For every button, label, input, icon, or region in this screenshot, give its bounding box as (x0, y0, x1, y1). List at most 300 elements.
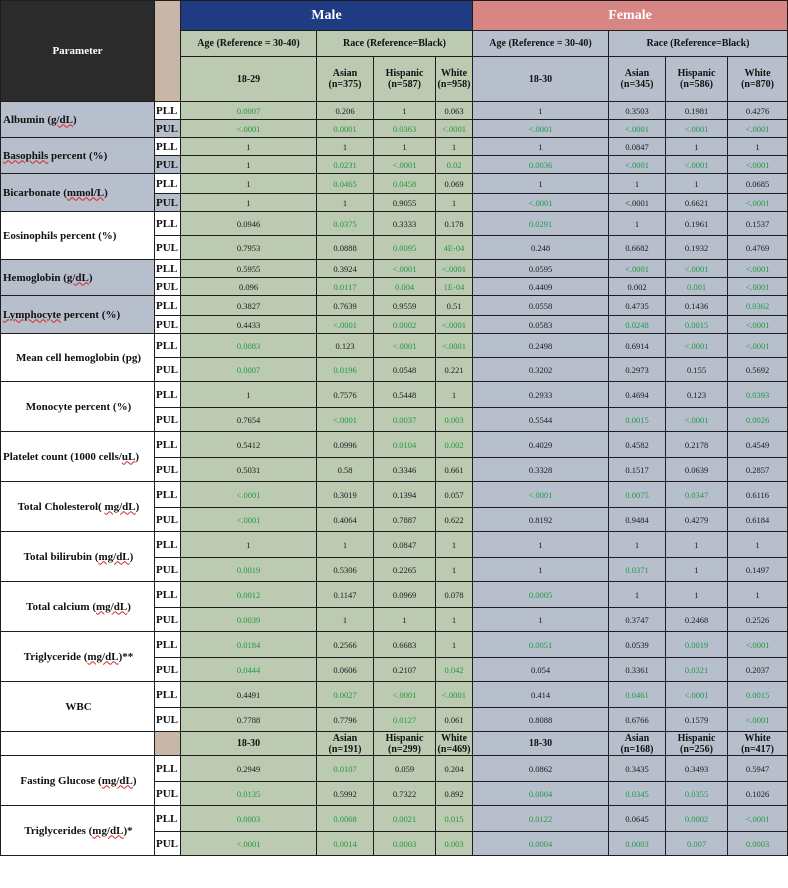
limit-tag: PLL (155, 806, 181, 832)
limit-tag: PUL (155, 236, 181, 260)
p-value-cell: 0.4582 (609, 432, 666, 458)
p-value-cell: 0.0117 (317, 278, 374, 296)
p-value-cell: 0.7654 (181, 408, 317, 432)
table-row (1, 138, 788, 156)
male-age-group: 18-29 (181, 57, 317, 102)
p-value-cell: 0.057 (436, 482, 473, 508)
p-value-cell: 0.0015 (728, 682, 788, 708)
p-value-cell: 0.2468 (666, 608, 728, 632)
subheader-row (1, 732, 788, 756)
p-value-cell: 0.5955 (181, 260, 317, 278)
p-value-cell: 0.002 (436, 432, 473, 458)
p-value-cell: 0.1537 (728, 212, 788, 236)
limit-tag: PUL (155, 316, 181, 334)
parameter-label: Monocyte percent (%) (1, 382, 155, 432)
p-value-cell: <.0001 (728, 316, 788, 334)
limit-tag: PLL (155, 756, 181, 782)
p-value-cell: 0.0122 (473, 806, 609, 832)
p-value-cell: <.0001 (666, 156, 728, 174)
p-value-cell: 1 (436, 194, 473, 212)
p-value-cell: 0.0003 (181, 806, 317, 832)
p-value-cell: 1 (609, 532, 666, 558)
p-value-cell: 1 (374, 608, 436, 632)
p-value-cell: 0.0051 (473, 632, 609, 658)
p-value-cell: 0.0606 (317, 658, 374, 682)
p-value-cell: <.0001 (609, 120, 666, 138)
female-header: Female (473, 1, 788, 31)
limit-tag: PUL (155, 558, 181, 582)
p-value-cell: 0.002 (609, 278, 666, 296)
limit-tag: PLL (155, 296, 181, 316)
p-value-cell: 0.0196 (317, 358, 374, 382)
p-value-cell: <.0001 (728, 806, 788, 832)
p-value-cell: 1 (181, 156, 317, 174)
p-value-cell: <.0001 (181, 508, 317, 532)
p-value-cell: 0.0003 (728, 832, 788, 856)
p-value-cell: 0.001 (666, 278, 728, 296)
p-value-cell: <.0001 (666, 408, 728, 432)
p-value-cell: <.0001 (436, 334, 473, 358)
p-value-cell: 1 (666, 558, 728, 582)
p-value-cell: 1 (436, 558, 473, 582)
p-value-cell: 1 (436, 632, 473, 658)
p-value-cell: 0.0231 (317, 156, 374, 174)
p-value-cell: 0.0996 (317, 432, 374, 458)
p-value-cell: <.0001 (317, 316, 374, 334)
p-value-cell: 0.059 (374, 756, 436, 782)
p-value-cell: 0.0639 (666, 458, 728, 482)
p-value-cell: 1 (436, 608, 473, 632)
p-value-cell: 0.7322 (374, 782, 436, 806)
p-value-cell: <.0001 (609, 156, 666, 174)
male-race-reference: Race (Reference=Black) (317, 31, 473, 57)
p-value-cell: 0.7788 (181, 708, 317, 732)
p-value-cell: 0.4064 (317, 508, 374, 532)
p-value-cell: 0.6621 (666, 194, 728, 212)
p-value-cell: 1 (317, 194, 374, 212)
p-value-cell: 0.0135 (181, 782, 317, 806)
table-row (1, 482, 788, 508)
p-value-cell: <.0001 (728, 194, 788, 212)
p-value-cell: 0.1497 (728, 558, 788, 582)
limit-tag: PLL (155, 532, 181, 558)
limit-tag: PUL (155, 782, 181, 806)
p-value-cell: 0.4279 (666, 508, 728, 532)
p-value-cell: 0.0355 (666, 782, 728, 806)
limit-tag: PUL (155, 408, 181, 432)
p-value-cell: 0.6116 (728, 482, 788, 508)
parameter-label: Basophils percent (%) (1, 138, 155, 174)
p-value-cell: 0.0458 (374, 174, 436, 194)
p-value-cell: <.0001 (728, 156, 788, 174)
limit-tag: PLL (155, 212, 181, 236)
p-value-cell: 0.2037 (728, 658, 788, 682)
table-row (1, 432, 788, 458)
p-value-cell: <.0001 (728, 708, 788, 732)
parameter-label: WBC (1, 682, 155, 732)
p-value-cell: 0.0345 (609, 782, 666, 806)
p-value-cell: 0.0321 (666, 658, 728, 682)
p-value-cell: 0.6914 (609, 334, 666, 358)
p-value-cell: 0.0068 (317, 806, 374, 832)
p-value-cell: 0.078 (436, 582, 473, 608)
p-value-cell: 0.123 (666, 382, 728, 408)
p-value-cell: 0.5448 (374, 382, 436, 408)
parameter-label: Lymphocyte percent (%) (1, 296, 155, 334)
p-value-cell: 0.0465 (317, 174, 374, 194)
p-value-cell: 0.0363 (374, 120, 436, 138)
p-value-cell: 0.0847 (374, 532, 436, 558)
female-age-reference: Age (Reference = 30-40) (473, 31, 609, 57)
p-value-cell: 0.1436 (666, 296, 728, 316)
male-white-header: White (n=958) (436, 57, 473, 102)
p-value-cell: 0.069 (436, 174, 473, 194)
p-value-cell: 0.1961 (666, 212, 728, 236)
p-value-cell: 0.9484 (609, 508, 666, 532)
p-value-cell: 0.0003 (609, 832, 666, 856)
p-value-cell: 0.0015 (666, 316, 728, 334)
p-value-cell: 1 (666, 174, 728, 194)
p-value-cell: 0.0014 (317, 832, 374, 856)
p-value-cell: 0.5544 (473, 408, 609, 432)
tag-header (155, 1, 181, 102)
p-value-cell: 0.8088 (473, 708, 609, 732)
limit-tag: PLL (155, 174, 181, 194)
p-value-cell: 1 (181, 138, 317, 156)
p-value-cell: <.0001 (374, 260, 436, 278)
p-value-cell: 0.7953 (181, 236, 317, 260)
p-value-cell: 1 (666, 138, 728, 156)
p-value-cell: 0.6184 (728, 508, 788, 532)
p-value-cell: 0.2526 (728, 608, 788, 632)
table-row (1, 682, 788, 708)
p-value-cell: 1 (728, 532, 788, 558)
p-value-cell: 1 (181, 532, 317, 558)
p-value-cell: 0.063 (436, 102, 473, 120)
subheader-cell: Hispanic (n=256) (666, 732, 728, 756)
p-value-cell: 0.7796 (317, 708, 374, 732)
limit-tag: PUL (155, 194, 181, 212)
p-value-cell: 1 (666, 582, 728, 608)
p-value-cell: 0.0039 (181, 608, 317, 632)
p-value-cell: 0.8192 (473, 508, 609, 532)
table-row (1, 174, 788, 194)
limit-tag: PUL (155, 156, 181, 174)
p-value-cell: <.0001 (473, 194, 609, 212)
p-value-cell: 1 (473, 174, 609, 194)
p-value-cell: <.0001 (609, 194, 666, 212)
subheader-cell: Hispanic (n=299) (374, 732, 436, 756)
limit-tag: PLL (155, 482, 181, 508)
p-value-cell: 1 (181, 194, 317, 212)
parameter-label: Triglyceride (mg/dL)** (1, 632, 155, 682)
p-value-cell: 0.5992 (317, 782, 374, 806)
limit-tag: PUL (155, 278, 181, 296)
p-value-cell: 0.5031 (181, 458, 317, 482)
p-value-cell: 0.0946 (181, 212, 317, 236)
p-value-cell: 0.5692 (728, 358, 788, 382)
p-value-cell: 0.4029 (473, 432, 609, 458)
p-value-cell: 0.0291 (473, 212, 609, 236)
table-body (1, 102, 788, 856)
p-value-cell: 0.1147 (317, 582, 374, 608)
p-value-cell: 0.51 (436, 296, 473, 316)
p-value-cell: 0.0037 (374, 408, 436, 432)
p-value-cell: 1 (317, 138, 374, 156)
table-row (1, 582, 788, 608)
p-value-cell: 0.0347 (666, 482, 728, 508)
p-value-cell: 0.0248 (609, 316, 666, 334)
limit-tag: PLL (155, 582, 181, 608)
p-value-cell: 0.0027 (317, 682, 374, 708)
p-value-cell: 1 (473, 608, 609, 632)
p-value-cell: 0.622 (436, 508, 473, 532)
p-value-cell: 1 (374, 102, 436, 120)
p-value-cell: 1 (473, 558, 609, 582)
p-value-cell: 0.4491 (181, 682, 317, 708)
p-value-cell: 0.096 (181, 278, 317, 296)
p-value-cell: 1 (181, 174, 317, 194)
parameter-label: Bicarbonate (mmol/L) (1, 174, 155, 212)
p-value-cell: 0.0685 (728, 174, 788, 194)
p-value-cell: 0.0036 (473, 156, 609, 174)
p-value-cell: 1 (609, 212, 666, 236)
p-value-cell: 0.0375 (317, 212, 374, 236)
p-value-cell: 0.0002 (374, 316, 436, 334)
p-value-cell: 0.2933 (473, 382, 609, 408)
p-value-cell: 0.0001 (317, 120, 374, 138)
p-value-cell: 0.661 (436, 458, 473, 482)
p-value-cell: 0.178 (436, 212, 473, 236)
p-value-cell: 0.0019 (181, 558, 317, 582)
p-value-cell: 0.892 (436, 782, 473, 806)
p-value-cell: 0.007 (666, 832, 728, 856)
table-row (1, 756, 788, 782)
p-value-cell: 0.3361 (609, 658, 666, 682)
p-value-cell: <.0001 (181, 120, 317, 138)
p-value-cell: 1E-04 (436, 278, 473, 296)
p-value-cell: 0.1579 (666, 708, 728, 732)
male-asian-header: Asian (n=375) (317, 57, 374, 102)
p-value-cell: 1 (436, 532, 473, 558)
p-value-cell: 0.0012 (181, 582, 317, 608)
p-value-cell: 0.0007 (181, 102, 317, 120)
p-value-cell: 0.3924 (317, 260, 374, 278)
limit-tag: PLL (155, 138, 181, 156)
p-value-cell: 0.0107 (317, 756, 374, 782)
p-value-cell: 0.2566 (317, 632, 374, 658)
p-value-cell: 0.206 (317, 102, 374, 120)
p-value-cell: 0.0075 (609, 482, 666, 508)
limit-tag: PLL (155, 432, 181, 458)
p-value-cell: 0.0645 (609, 806, 666, 832)
limit-tag: PUL (155, 458, 181, 482)
p-value-cell: 0.3827 (181, 296, 317, 316)
limit-tag: PLL (155, 382, 181, 408)
p-value-cell: 0.0015 (609, 408, 666, 432)
p-value-cell: 0.0539 (609, 632, 666, 658)
p-value-cell: 0.4409 (473, 278, 609, 296)
p-value-cell: 0.248 (473, 236, 609, 260)
limit-tag: PUL (155, 832, 181, 856)
p-value-cell: 0.204 (436, 756, 473, 782)
p-value-cell: 0.061 (436, 708, 473, 732)
p-value-cell: <.0001 (181, 482, 317, 508)
p-value-cell: 0.015 (436, 806, 473, 832)
table-row (1, 212, 788, 236)
parameter-label: Fasting Glucose (mg/dL) (1, 756, 155, 806)
limit-tag: PLL (155, 334, 181, 358)
p-value-cell: <.0001 (374, 682, 436, 708)
p-value-cell: <.0001 (666, 260, 728, 278)
p-value-cell: 0.0021 (374, 806, 436, 832)
p-value-cell: 0.9055 (374, 194, 436, 212)
p-value-cell: 0.5412 (181, 432, 317, 458)
p-value-cell: 0.0104 (374, 432, 436, 458)
subheader-cell: Asian (n=191) (317, 732, 374, 756)
p-value-cell: 0.1026 (728, 782, 788, 806)
table-row (1, 260, 788, 278)
p-value-cell: <.0001 (666, 120, 728, 138)
p-value-cell: 1 (666, 532, 728, 558)
p-value-cell: 0.0083 (181, 334, 317, 358)
subheader-cell: 18-30 (473, 732, 609, 756)
male-age-reference: Age (Reference = 30-40) (181, 31, 317, 57)
p-value-cell: <.0001 (436, 120, 473, 138)
p-value-cell: 0.2107 (374, 658, 436, 682)
p-value-cell: <.0001 (374, 334, 436, 358)
p-value-cell: 1 (473, 102, 609, 120)
p-value-cell: 0.9559 (374, 296, 436, 316)
p-value-cell: 0.0444 (181, 658, 317, 682)
p-value-cell: <.0001 (728, 120, 788, 138)
subheader-cell: White (n=469) (436, 732, 473, 756)
p-value-cell: 0.6682 (609, 236, 666, 260)
p-value-cell: 0.4276 (728, 102, 788, 120)
parameter-label: Total calcium (mg/dL) (1, 582, 155, 632)
p-value-cell: <.0001 (728, 278, 788, 296)
p-value-cell: 1 (436, 138, 473, 156)
p-value-cell: 0.003 (436, 832, 473, 856)
p-value-cell: 0.1932 (666, 236, 728, 260)
p-value-cell: 0.3019 (317, 482, 374, 508)
p-value-cell: 0.7639 (317, 296, 374, 316)
male-hispanic-header: Hispanic (n=587) (374, 57, 436, 102)
table-row (1, 382, 788, 408)
p-value-cell: 0.3202 (473, 358, 609, 382)
p-value-cell: 1 (317, 532, 374, 558)
table-row (1, 632, 788, 658)
p-value-cell: 0.02 (436, 156, 473, 174)
p-value-cell: 0.2857 (728, 458, 788, 482)
subheader-cell: White (n=417) (728, 732, 788, 756)
parameter-label: Total Cholesterol( mg/dL) (1, 482, 155, 532)
p-value-cell: 4E-04 (436, 236, 473, 260)
p-value-cell: 0.1517 (609, 458, 666, 482)
p-value-cell: <.0001 (728, 334, 788, 358)
p-value-cell: 1 (317, 608, 374, 632)
p-value-cell: 0.1981 (666, 102, 728, 120)
p-value-cell: 0.3493 (666, 756, 728, 782)
p-value-cell: 0.0127 (374, 708, 436, 732)
p-value-cell: 0.0095 (374, 236, 436, 260)
p-value-cell: 0.0003 (374, 832, 436, 856)
limit-tag: PUL (155, 120, 181, 138)
p-value-cell: 0.155 (666, 358, 728, 382)
p-value-cell: 0.0362 (728, 296, 788, 316)
p-value-cell: 0.5306 (317, 558, 374, 582)
p-value-cell: 0.0004 (473, 832, 609, 856)
p-value-cell: <.0001 (374, 156, 436, 174)
p-value-cell: 0.054 (473, 658, 609, 682)
p-value-cell: 1 (473, 532, 609, 558)
p-value-cell: 0.0026 (728, 408, 788, 432)
p-value-cell: <.0001 (436, 316, 473, 334)
p-value-cell: 0.58 (317, 458, 374, 482)
p-value-cell: 0.123 (317, 334, 374, 358)
p-value-cell: <.0001 (436, 260, 473, 278)
subheader-cell: 18-30 (181, 732, 317, 756)
p-value-cell: 0.4694 (609, 382, 666, 408)
p-value-cell: 0.414 (473, 682, 609, 708)
p-value-cell: <.0001 (473, 120, 609, 138)
p-value-cell: 0.3328 (473, 458, 609, 482)
p-value-cell: 0.0969 (374, 582, 436, 608)
p-value-cell: <.0001 (181, 832, 317, 856)
p-value-cell: 0.7887 (374, 508, 436, 532)
p-value-cell: 0.0184 (181, 632, 317, 658)
p-value-cell: 0.1394 (374, 482, 436, 508)
p-value-cell: 0.3346 (374, 458, 436, 482)
p-value-cell: 0.003 (436, 408, 473, 432)
p-value-cell: 0.4433 (181, 316, 317, 334)
p-value-cell: 1 (181, 382, 317, 408)
p-value-cell: <.0001 (317, 408, 374, 432)
p-value-cell: <.0001 (436, 682, 473, 708)
limit-tag: PUL (155, 608, 181, 632)
p-value-cell: <.0001 (473, 482, 609, 508)
p-value-cell: 0.3435 (609, 756, 666, 782)
p-value-cell: 0.004 (374, 278, 436, 296)
table-row (1, 334, 788, 358)
p-value-cell: 0.2265 (374, 558, 436, 582)
parameter-label: Triglycerides (mg/dL)* (1, 806, 155, 856)
p-value-cell: 0.3333 (374, 212, 436, 236)
p-value-cell: <.0001 (666, 334, 728, 358)
table-row (1, 296, 788, 316)
p-value-cell: 0.042 (436, 658, 473, 682)
p-value-cell: 1 (728, 582, 788, 608)
table-row (1, 532, 788, 558)
p-value-cell: 1 (436, 382, 473, 408)
limit-tag: PLL (155, 632, 181, 658)
p-value-cell: 1 (609, 582, 666, 608)
limit-tag: PLL (155, 682, 181, 708)
p-value-cell: 0.2949 (181, 756, 317, 782)
limit-tag: PUL (155, 358, 181, 382)
p-value-cell: 0.221 (436, 358, 473, 382)
female-age-group: 18-30 (473, 57, 609, 102)
parameter-label: Albumin (g/dL) (1, 102, 155, 138)
p-value-cell: 0.6683 (374, 632, 436, 658)
female-hispanic-header: Hispanic (n=586) (666, 57, 728, 102)
p-value-cell: 0.0595 (473, 260, 609, 278)
p-value-cell: 0.7576 (317, 382, 374, 408)
p-value-cell: <.0001 (609, 260, 666, 278)
p-value-cell: 0.0393 (728, 382, 788, 408)
p-value-cell: 0.0548 (374, 358, 436, 382)
female-white-header: White (n=870) (728, 57, 788, 102)
